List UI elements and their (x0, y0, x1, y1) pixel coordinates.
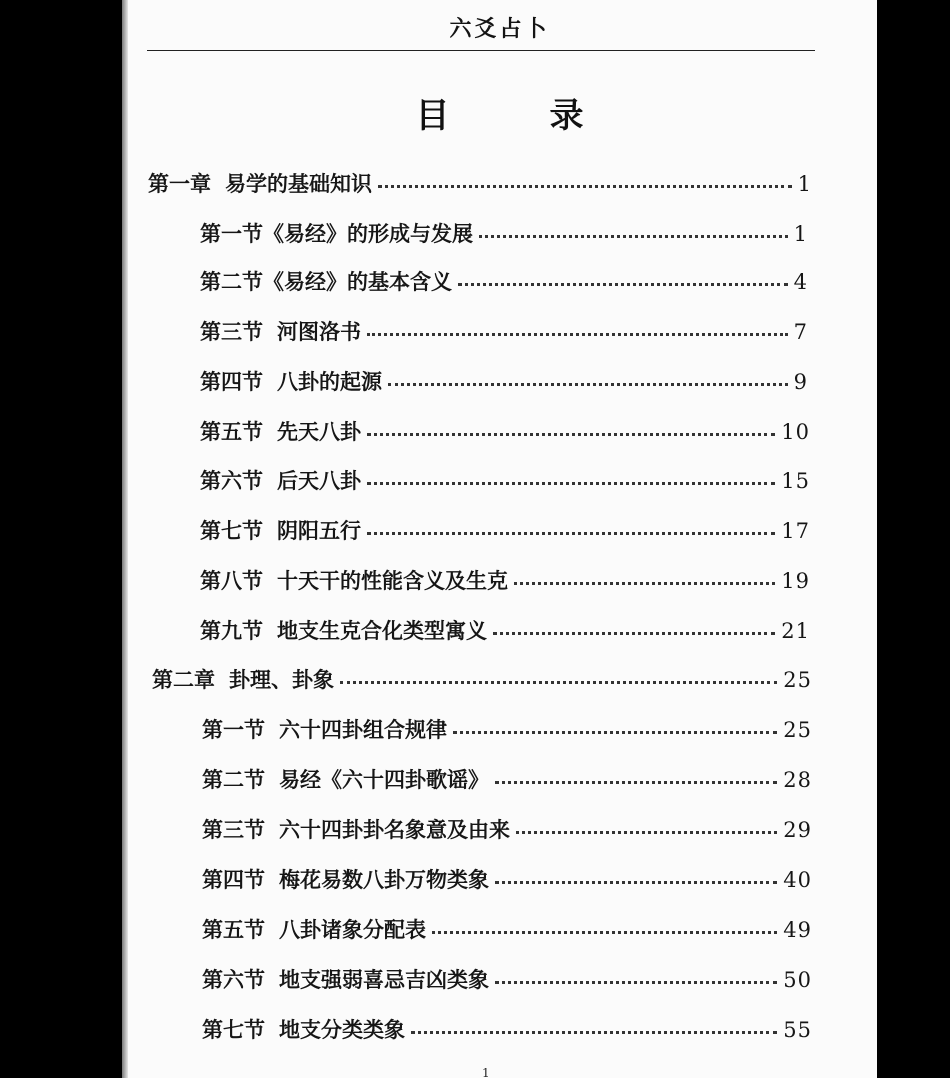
toc-entry-title: 《易经》的形成与发展 (263, 221, 473, 246)
dot-leader (479, 235, 788, 238)
toc-entry-title: 先天八卦 (277, 419, 361, 444)
toc-entry-section: 第二节 (200, 269, 263, 294)
dot-leader (367, 532, 775, 535)
toc-entry-page: 1 (797, 172, 812, 196)
toc-entry-section: 第一节 (200, 221, 263, 246)
dot-leader (411, 1031, 777, 1034)
dot-leader (495, 881, 777, 884)
toc-entry-section: 第八节 (200, 568, 263, 593)
toc-entry-page: 4 (793, 270, 808, 294)
dot-leader (495, 981, 777, 984)
toc-entry-section: 第五节 (202, 917, 265, 942)
toc-entry[interactable] (202, 964, 812, 994)
toc-entry-section: 第四节 (200, 369, 263, 394)
dot-leader (388, 383, 788, 386)
toc-entry[interactable] (200, 416, 810, 446)
dot-leader (432, 931, 777, 934)
toc-entry[interactable] (200, 565, 810, 595)
page-number: 1 (482, 1066, 490, 1078)
toc-entry[interactable] (200, 515, 810, 545)
toc-entry-chapter[interactable] (152, 664, 812, 694)
toc-entry[interactable] (202, 914, 812, 944)
toc-entry[interactable] (202, 714, 812, 744)
dot-leader (378, 185, 792, 188)
toc-entry-title: 六十四卦组合规律 (279, 717, 447, 742)
toc-entry-section: 第七节 (202, 1017, 265, 1042)
toc-entry-title: 地支生克合化类型寓义 (277, 618, 487, 643)
toc-entry-page: 25 (783, 668, 812, 692)
dot-leader (458, 283, 788, 286)
toc-entry-title: 后天八卦 (277, 468, 361, 493)
toc-title (122, 88, 877, 137)
toc-entry-section: 第二章 (152, 667, 215, 692)
toc-entry[interactable] (200, 366, 808, 396)
toc-entry-section: 第六节 (200, 468, 263, 493)
header-rule (147, 50, 815, 51)
dot-leader (493, 632, 775, 635)
toc-entry-title: 易经《六十四卦歌谣》 (279, 767, 489, 792)
dot-leader (453, 731, 777, 734)
page-binding-shadow (122, 0, 128, 1078)
toc-entry-page: 9 (793, 370, 808, 394)
toc-entry-page: 40 (783, 868, 812, 892)
toc-entry-title: 八卦诸象分配表 (279, 917, 426, 942)
toc-entry-section: 第三节 (202, 817, 265, 842)
toc-entry-section: 第五节 (200, 419, 263, 444)
toc-entry[interactable] (202, 864, 812, 894)
toc-entry-page: 49 (783, 918, 812, 942)
toc-entry-section: 第三节 (200, 319, 263, 344)
dot-leader (367, 482, 775, 485)
toc-entry-section: 第六节 (202, 967, 265, 992)
toc-entry-section: 第一章 (148, 171, 211, 196)
toc-entry-title: 地支分类类象 (279, 1017, 405, 1042)
toc-title-char-2: 录 (549, 96, 584, 136)
toc-entry-page: 1 (793, 222, 808, 246)
toc-title-char-1: 目 (415, 96, 450, 136)
toc-entry-chapter[interactable] (148, 168, 812, 198)
dot-leader (367, 433, 775, 436)
running-head: 六爻占卜 (449, 16, 550, 42)
toc-entry-page: 28 (783, 768, 812, 792)
toc-entry-title: 阴阳五行 (277, 518, 361, 543)
dot-leader (514, 582, 775, 585)
toc-entry-page: 21 (781, 619, 810, 643)
toc-entry[interactable] (200, 465, 810, 495)
toc-entry-section: 第九节 (200, 618, 263, 643)
toc-entry-page: 17 (781, 519, 810, 543)
toc-entry[interactable] (200, 615, 810, 645)
dot-leader (340, 681, 777, 684)
toc-entry-page: 10 (781, 420, 810, 444)
toc-entry-page: 7 (793, 320, 808, 344)
toc-entry-section: 第七节 (200, 518, 263, 543)
toc-entry-title: 十天干的性能含义及生克 (277, 568, 508, 593)
toc-entry[interactable] (202, 764, 812, 794)
toc-entry-title: 河图洛书 (277, 319, 361, 344)
toc-entry-title: 六十四卦卦名象意及由来 (279, 817, 510, 842)
dot-leader (495, 781, 777, 784)
toc-entry-section: 第一节 (202, 717, 265, 742)
toc-entry-title: 地支强弱喜忌吉凶类象 (279, 967, 489, 992)
dot-leader (367, 333, 788, 336)
toc-entry[interactable] (202, 814, 812, 844)
toc-entry[interactable] (200, 266, 808, 296)
toc-entry[interactable] (202, 1014, 812, 1044)
dot-leader (516, 831, 777, 834)
toc-entry-title: 八卦的起源 (277, 369, 382, 394)
toc-entry-title: 《易经》的基本含义 (263, 269, 452, 294)
toc-entry-title: 卦理、卦象 (229, 667, 334, 692)
toc-entry-section: 第二节 (202, 767, 265, 792)
toc-entry-page: 29 (783, 818, 812, 842)
toc-entry[interactable] (200, 316, 808, 346)
toc-entry-title: 梅花易数八卦万物类象 (279, 867, 489, 892)
toc-entry[interactable] (200, 218, 808, 248)
toc-entry-section: 第四节 (202, 867, 265, 892)
toc-entry-page: 19 (781, 569, 810, 593)
toc-entry-page: 55 (783, 1018, 812, 1042)
toc-entry-page: 25 (783, 718, 812, 742)
toc-entry-title: 易学的基础知识 (225, 171, 372, 196)
book-page (122, 0, 877, 1078)
toc-entry-page: 15 (781, 469, 810, 493)
toc-entry-page: 50 (783, 968, 812, 992)
